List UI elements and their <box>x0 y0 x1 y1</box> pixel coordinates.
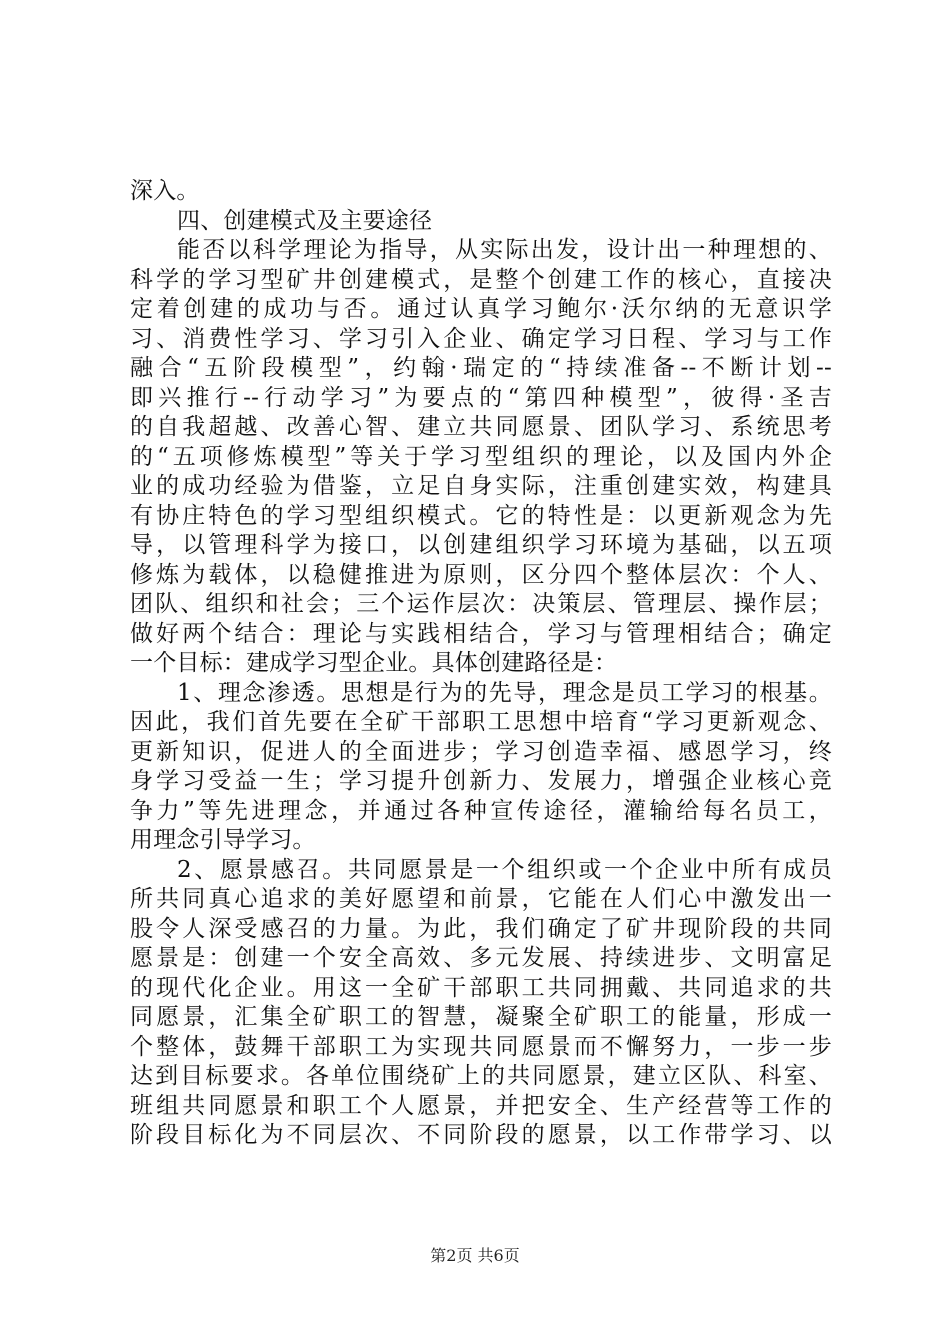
text-line: 能否以科学理论为指导，从实际出发，设计出一种理想的、 <box>177 237 832 263</box>
text-line: 即兴推行--行动学习”为要点的“第四种模型”，彼得·圣吉 <box>130 384 832 411</box>
text-line: 1、理念渗透。思想是行为的先导，理念是员工学习的根基。 <box>177 679 832 706</box>
text-line: 的“五项修炼模型”等关于学习型组织的理论，以及国内外企 <box>130 443 832 470</box>
text-line: 所共同真心追求的美好愿望和前景，它能在人们心中激发出一 <box>130 886 832 912</box>
text-line: 的现代化企业。用这一全矿干部职工共同拥戴、共同追求的共 <box>130 974 832 1001</box>
text-line: 用理念引导学习。 <box>130 827 316 853</box>
text-line: 修炼为载体，以稳健推进为原则，区分四个整体层次：个人、 <box>130 561 832 588</box>
text-line: 四、创建模式及主要途径 <box>177 207 433 234</box>
text-line: 身学习受益一生；学习提升创新力、发展力，增强企业核心竞 <box>130 768 832 794</box>
text-line: 因此，我们首先要在全矿干部职工思想中培育“学习更新观念、 <box>130 709 832 735</box>
text-line: 业的成功经验为借鉴，立足自身实际，注重创建实效，构建具 <box>130 473 832 499</box>
text-line: 争力”等先进理念，并通过各种宣传途径，灌输给每名员工， <box>130 797 832 824</box>
text-line: 的自我超越、改善心智、建立共同愿景、团队学习、系统思考 <box>130 414 832 440</box>
text-line: 做好两个结合：理论与实践相结合，学习与管理相结合；确定 <box>130 620 832 647</box>
text-line: 个整体，鼓舞干部职工为实现共同愿景而不懈努力，一步一步 <box>130 1033 832 1060</box>
text-line: 更新知识，促进人的全面进步；学习创造幸福、感恩学习，终 <box>130 738 832 765</box>
text-line: 科学的学习型矿井创建模式，是整个创建工作的核心，直接决 <box>130 266 832 293</box>
text-line: 阶段目标化为不同层次、不同阶段的愿景，以工作带学习、以 <box>130 1122 832 1148</box>
text-line: 团队、组织和社会；三个运作层次：决策层、管理层、操作层； <box>130 591 832 617</box>
text-line: 股令人深受感召的力量。为此，我们确定了矿井现阶段的共同 <box>130 915 832 942</box>
text-line: 愿景是：创建一个安全高效、多元发展、持续进步、文明富足 <box>130 945 832 971</box>
document-body <box>130 177 832 1151</box>
text-line: 2、愿景感召。共同愿景是一个组织或一个企业中所有成员 <box>177 856 832 883</box>
page-footer: 第2页 共6页 <box>430 1246 520 1265</box>
text-line: 定着创建的成功与否。通过认真学习鲍尔·沃尔纳的无意识学 <box>130 296 832 322</box>
text-line: 同愿景，汇集全矿职工的智慧，凝聚全矿职工的能量，形成一 <box>130 1004 832 1030</box>
text-line: 融合“五阶段模型”，约翰·瑞定的“持续准备--不断计划-- <box>130 355 832 381</box>
text-line: 导，以管理科学为接口，以创建组织学习环境为基础，以五项 <box>130 532 832 558</box>
text-line: 有协庄特色的学习型组织模式。它的特性是：以更新观念为先 <box>130 502 832 529</box>
text-line: 班组共同愿景和职工个人愿景，并把安全、生产经营等工作的 <box>130 1092 832 1119</box>
text-line: 一个目标：建成学习型企业。具体创建路径是： <box>130 650 618 676</box>
text-line: 达到目标要求。各单位围绕矿上的共同愿景，建立区队、科室、 <box>130 1063 832 1089</box>
text-line: 深入。 <box>130 178 200 204</box>
text-line: 习、消费性学习、学习引入企业、确定学习日程、学习与工作 <box>130 325 832 352</box>
